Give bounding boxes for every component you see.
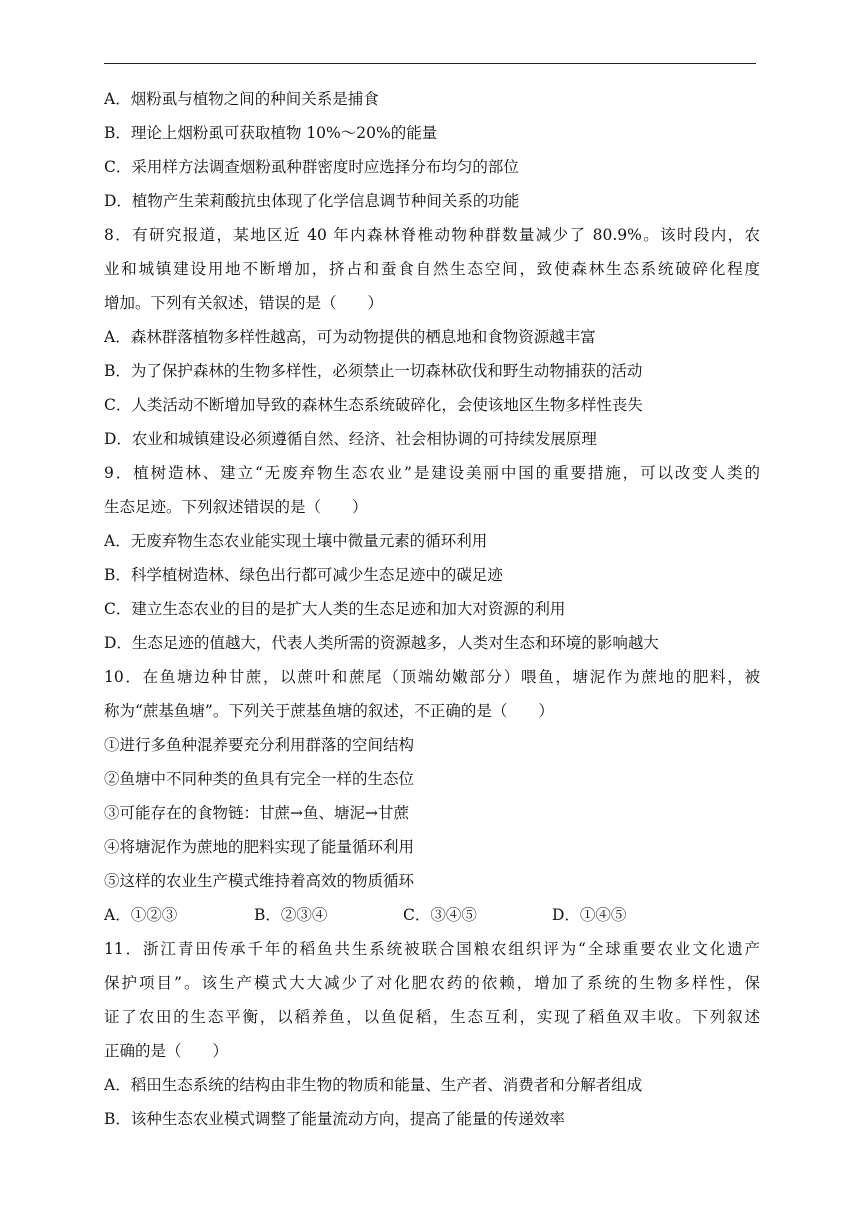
q11-stem-line-4: 正确的是（ ） — [104, 1042, 229, 1060]
q11-stem-line-2: 保护项目”。该生产模式大大减少了对化肥农药的依赖，增加了系统的生物多样性，保 — [104, 974, 760, 992]
q10-statement-4: ④将塘泥作为蔗地的肥料实现了能量循环利用 — [104, 838, 415, 856]
exam-page-content — [104, 82, 760, 1136]
q8-option-c: C．人类活动不断增加导致的森林生态系统破碎化，会使该地区生物多样性丧失 — [104, 396, 643, 414]
q11-stem-line-1: 11．浙江青田传承千年的稻鱼共生系统被联合国粮农组织评为“全球重要农业文化遗产 — [104, 940, 760, 958]
q10-statement-1: ①进行多鱼种混养要充分利用群落的空间结构 — [104, 736, 415, 754]
q9-option-c: C．建立生态农业的目的是扩大人类的生态足迹和加大对资源的利用 — [104, 600, 566, 618]
q9-stem-line-2: 生态足迹。下列叙述错误的是（ ） — [104, 498, 368, 516]
q8-stem-line-3: 增加。下列有关叙述，错误的是（ ） — [104, 294, 384, 312]
q10-stem-line-1: 10．在鱼塘边种甘蔗，以蔗叶和蔗尾（顶端幼嫩部分）喂鱼，塘泥作为蔗地的肥料，被 — [104, 668, 760, 686]
q11-stem-line-3: 证了农田的生态平衡，以稻养鱼，以鱼促稻，生态互利，实现了稻鱼双丰收。下列叙述 — [104, 1008, 760, 1026]
q7-option-b: B．理论上烟粉虱可获取植物 10%～20%的能量 — [104, 124, 438, 142]
q8-option-a: A．森林群落植物多样性越高，可为动物提供的栖息地和食物资源越丰富 — [104, 328, 596, 346]
q9-stem-line-1: 9．植树造林、建立“无废弃物生态农业”是建设美丽中国的重要措施，可以改变人类的 — [104, 464, 760, 482]
q10-option-d: D．①④⑤ — [552, 906, 627, 924]
header-rule — [104, 63, 756, 64]
q10-statement-5: ⑤这样的农业生产模式维持着高效的物质循环 — [104, 872, 415, 890]
q9-option-b: B．科学植树造林、绿色出行都可减少生态足迹中的碳足迹 — [104, 566, 503, 584]
q10-stem-line-2: 称为“蔗基鱼塘”。下列关于蔗基鱼塘的叙述，不正确的是（ ） — [104, 702, 554, 720]
q9-option-d: D．生态足迹的值越大，代表人类所需的资源越多，人类对生态和环境的影响越大 — [104, 634, 659, 652]
q10-statement-2: ②鱼塘中不同种类的鱼具有完全一样的生态位 — [104, 770, 415, 788]
q10-options-row — [104, 898, 760, 932]
q8-stem-line-2: 业和城镇建设用地不断增加，挤占和蚕食自然生态空间，致使森林生态系统破碎化程度 — [104, 260, 760, 278]
q7-option-d: D．植物产生茉莉酸抗虫体现了化学信息调节种间关系的功能 — [104, 192, 520, 210]
q10-option-a: A．①②③ — [104, 906, 178, 924]
q8-stem-line-1: 8．有研究报道，某地区近 40 年内森林脊椎动物种群数量减少了 80.9%。该时段内，农 — [104, 226, 760, 244]
q10-option-b: B．②③④ — [254, 906, 328, 924]
q8-option-b: B．为了保护森林的生物多样性，必须禁止一切森林砍伐和野生动物捕获的活动 — [104, 362, 643, 380]
q7-option-c: C．采用样方法调查烟粉虱种群密度时应选择分布均匀的部位 — [104, 158, 519, 176]
q10-option-c: C．③④⑤ — [403, 906, 477, 924]
q7-option-a: A．烟粉虱与植物之间的种间关系是捕食 — [104, 90, 379, 108]
q8-option-d: D．农业和城镇建设必须遵循自然、经济、社会相协调的可持续发展原理 — [104, 430, 597, 448]
q9-option-a: A．无废弃物生态农业能实现土壤中微量元素的循环利用 — [104, 532, 488, 550]
q10-statement-3: ③可能存在的食物链：甘蔗→鱼、塘泥→甘蔗 — [104, 804, 409, 822]
q11-option-b: B．该种生态农业模式调整了能量流动方向，提高了能量的传递效率 — [104, 1110, 565, 1128]
q11-option-a: A．稻田生态系统的结构由非生物的物质和能量、生产者、消费者和分解者组成 — [104, 1076, 643, 1094]
